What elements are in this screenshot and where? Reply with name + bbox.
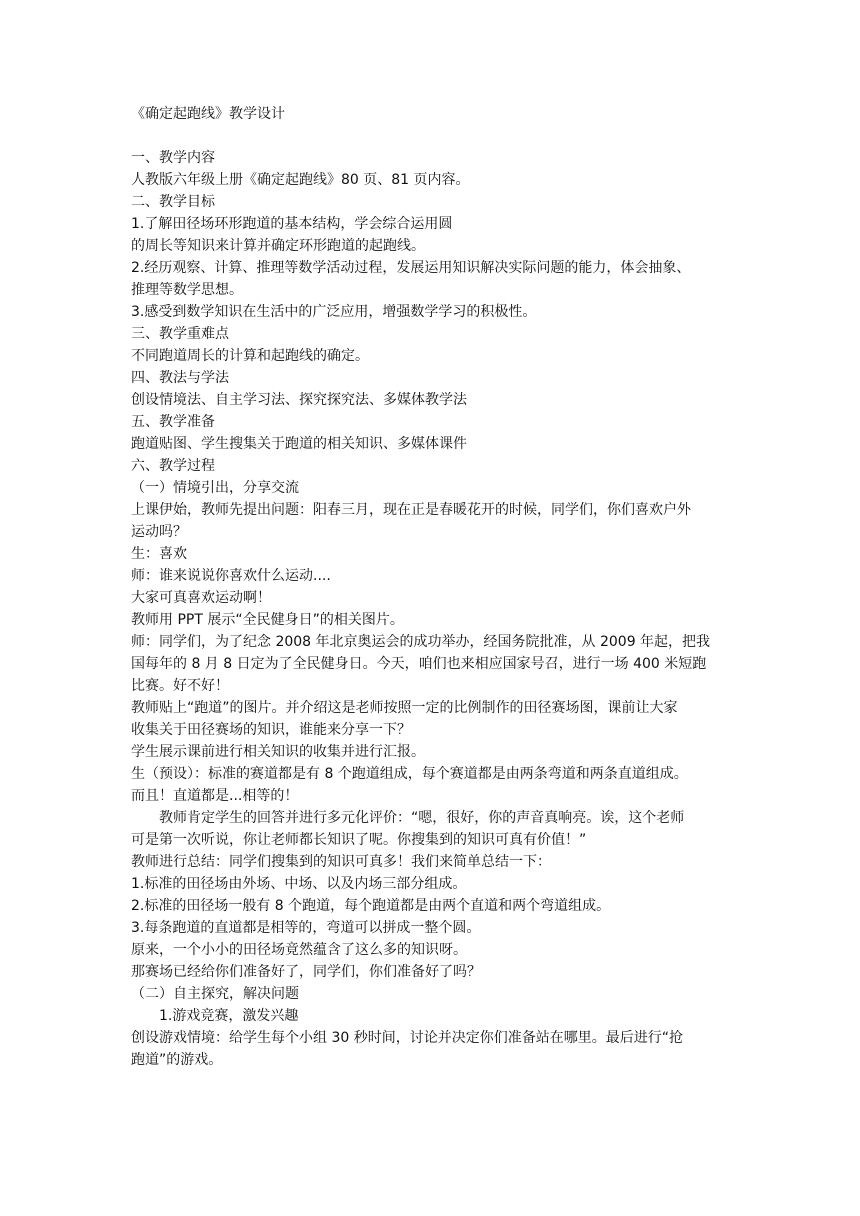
text-line: 跑道贴图、学生搜集关于跑道的相关知识、多媒体课件 [131,436,467,452]
text-line: 教师用 PPT 展示“全民健身日”的相关图片。 [131,612,404,628]
text-line: 四、教法与学法 [131,370,229,386]
text-line: 五、教学准备 [131,414,215,430]
text-line: 那赛场已经给你们准备好了，同学们，你们准备好了吗？ [131,964,481,980]
text-line: 1.游戏竞赛，激发兴趣 [159,1008,299,1024]
text-line: 师：谁来说说你喜欢什么运动.... [131,568,331,584]
text-line: 生：喜欢 [131,546,187,562]
text-line: 创设游戏情境：给学生每个小组 30 秒时间，讨论并决定你们准备站在哪里。最后进行“抢 [131,1030,683,1046]
text-line: 推理等数学思想。 [131,282,243,298]
text-line: 1.标准的田径场由外场、中场、以及内场三部分组成。 [131,876,467,892]
document-body [131,147,731,1071]
text-line: 教师进行总结：同学们搜集到的知识可真多！我们来简单总结一下： [131,854,551,870]
text-line: 运动吗？ [131,524,187,540]
text-line: 不同跑道周长的计算和起跑线的确定。 [131,348,369,364]
text-line: 大家可真喜欢运动啊！ [131,590,271,606]
text-line: 比赛。好不好！ [131,678,229,694]
text-line: 2.标准的田径场一般有 8 个跑道，每个跑道都是由两个直道和两个弯道组成。 [131,898,611,914]
text-line: 人教版六年级上册《确定起跑线》80 页、81 页内容。 [131,172,470,188]
text-line: 2.经历观察、计算、推理等数学活动过程，发展运用知识解决实际问题的能力，体会抽象、 [131,260,691,276]
text-line: 3.每条跑道的直道都是相等的，弯道可以拼成一整个圆。 [131,920,481,936]
text-line: 教师贴上“跑道”的图片。并介绍这是老师按照一定的比例制作的田径赛场图，课前让大家 [131,700,678,716]
text-line: 上课伊始，教师先提出问题：阳春三月，现在正是春暖花开的时候，同学们，你们喜欢户外 [131,502,691,518]
text-line: 二、教学目标 [131,194,215,210]
text-line: 三、教学重难点 [131,326,229,342]
text-line: 收集关于田径赛场的知识，谁能来分享一下？ [131,722,411,738]
text-line: 的周长等知识来计算并确定环形跑道的起跑线。 [131,238,425,254]
document-page [131,103,731,1071]
text-line: 而且！直道都是...相等的！ [131,788,299,804]
text-line: 跑道”的游戏。 [131,1052,223,1068]
text-line: 一、教学内容 [131,150,215,166]
text-line: 师：同学们，为了纪念 2008 年北京奥运会的成功举办，经国务院批准，从 2009 年起，把我 [131,634,711,650]
text-line: 教师肯定学生的回答并进行多元化评价：“嗯，很好，你的声音真响亮。诶，这个老师 [159,810,685,826]
text-line: （二）自主探究，解决问题 [131,986,299,1002]
text-line: 学生展示课前进行相关知识的收集并进行汇报。 [131,744,425,760]
text-line: 原来，一个小小的田径场竟然蕴含了这么多的知识呀。 [131,942,467,958]
text-line: （一）情境引出，分享交流 [131,480,299,496]
document-title: 《确定起跑线》教学设计 [131,106,285,122]
text-line: 1.了解田径场环形跑道的基本结构，学会综合运用圆 [131,216,453,232]
text-line: 创设情境法、自主学习法、探究探究法、多媒体教学法 [131,392,467,408]
text-line: 可是第一次听说，你让老师都长知识了呢。你搜集到的知识可真有价值！” [131,832,587,848]
text-line: 国每年的 8 月 8 日定为了全民健身日。今天，咱们也来相应国家号召，进行一场 400 米短跑 [131,656,707,672]
text-line: 生（预设）：标准的赛道都是有 8 个跑道组成，每个赛道都是由两条弯道和两条直道组成。 [131,766,688,782]
text-line: 六、教学过程 [131,458,215,474]
text-line: 3.感受到数学知识在生活中的广泛应用，增强数学学习的积极性。 [131,304,537,320]
